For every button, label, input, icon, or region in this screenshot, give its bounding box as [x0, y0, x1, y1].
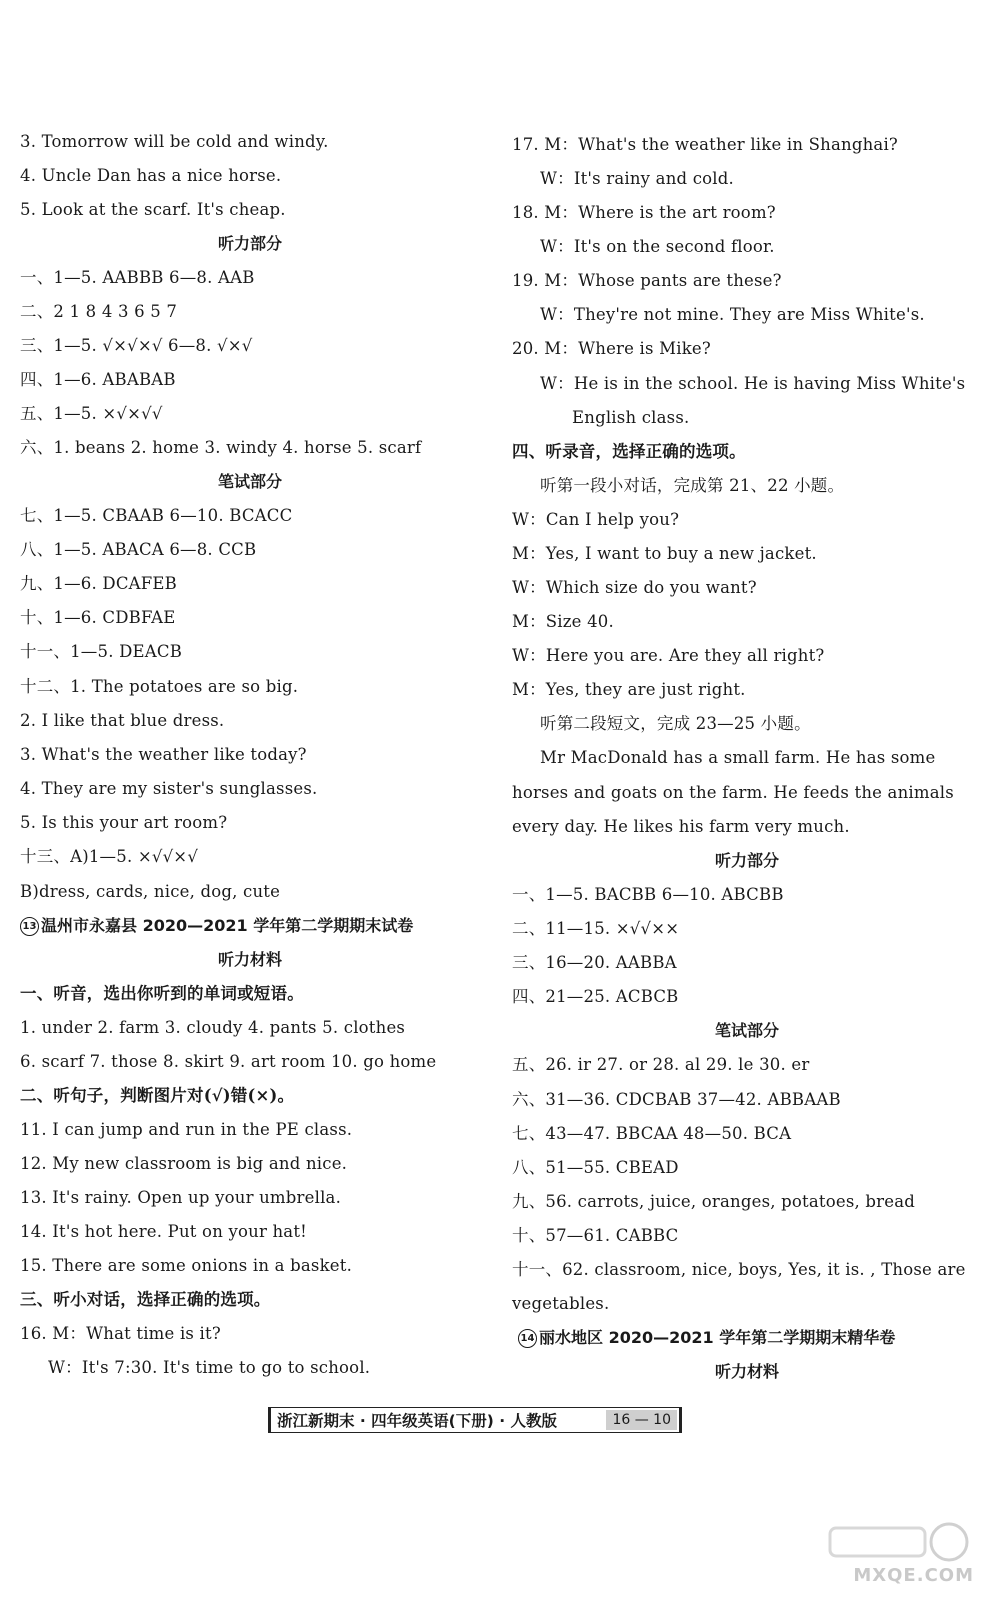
answer-line: 十一、62. classroom, nice, boys, Yes, it is. , Those are: [512, 1260, 966, 1279]
answer-line: 八、51—55. CBEAD: [512, 1158, 679, 1177]
text-line: 20. M：Where is Mike?: [512, 339, 711, 358]
paper-number-badge: 14: [518, 1329, 537, 1348]
answer-line: B)dress, cards, nice, dog, cute: [20, 882, 281, 901]
answer-line: 二、2 1 8 4 3 6 5 7: [20, 302, 178, 321]
text-line: 5. Look at the scarf. It's cheap.: [20, 200, 286, 219]
answer-line: 五、26. ir 27. or 28. al 29. le 30. er: [512, 1055, 810, 1074]
answer-line: 四、1—6. ABABAB: [20, 370, 176, 389]
answer-line: 三、16—20. AABBA: [512, 953, 677, 972]
page-footer: [268, 1407, 682, 1433]
text-line: English class.: [572, 408, 690, 427]
answer-line: 五、1—5. ×√×√√: [20, 404, 163, 423]
answer-line: 十一、1—5. DEACB: [20, 642, 183, 661]
watermark-logo: [824, 1522, 974, 1586]
answer-line: 5. Is this your art room?: [20, 813, 228, 832]
answer-line: 四、21—25. ACBCB: [512, 987, 679, 1006]
answer-line: 七、1—5. CBAAB 6—10. BCACC: [20, 506, 293, 525]
text-line: 15. There are some onions in a basket.: [20, 1256, 353, 1275]
answer-line: 一、1—5. BACBB 6—10. ABCBB: [512, 885, 784, 904]
text-line: W：It's 7:30. It's time to go to school.: [48, 1358, 371, 1377]
text-line: W：Which size do you want?: [512, 578, 757, 597]
text-line: M：Yes, I want to buy a new jacket.: [512, 544, 817, 563]
answer-line: 2. I like that blue dress.: [20, 711, 225, 730]
answer-line: 七、43—47. BBCAA 48—50. BCA: [512, 1124, 792, 1143]
answer-line: 九、1—6. DCAFEB: [20, 574, 177, 593]
page-number: 16 — 10: [606, 1410, 677, 1430]
paper-title-text: 温州市永嘉县 2020—2021 学年第二学期期末试卷: [41, 916, 414, 935]
text-line: 14. It's hot here. Put on your hat!: [20, 1222, 308, 1241]
answer-line: 三、1—5. √×√×√ 6—8. √×√: [20, 336, 253, 355]
text-line: 3. Tomorrow will be cold and windy.: [20, 132, 329, 151]
footer-title: 浙江新期末 · 四年级英语(下册) · 人教版: [277, 1412, 558, 1430]
section-heading: 听力部分: [714, 851, 779, 870]
text-line: W：It's on the second floor.: [540, 237, 775, 256]
text-line: 听第一段小对话，完成第 21、22 小题。: [540, 476, 845, 495]
section-heading: 笔试部分: [217, 472, 282, 491]
text-line: M：Yes, they are just right.: [512, 680, 746, 699]
watermark-emblem-icon: [824, 1522, 974, 1566]
answer-line: 二、11—15. ×√√××: [512, 919, 680, 938]
text-line: W：Can I help you?: [512, 510, 680, 529]
text-line: 听第二段短文，完成 23—25 小题。: [540, 714, 811, 733]
answer-line: 六、1. beans 2. home 3. windy 4. horse 5. scarf: [20, 438, 422, 457]
text-line: 19. M：Whose pants are these?: [512, 271, 782, 290]
text-line: W：Here you are. Are they all right?: [512, 646, 825, 665]
question-heading: 四、听录音，选择正确的选项。: [512, 442, 746, 461]
answer-line: 六、31—36. CDCBAB 37—42. ABBAAB: [512, 1090, 841, 1109]
question-heading: 二、听句子，判断图片对(√)错(×)。: [20, 1086, 295, 1105]
paper-number-badge: 13: [20, 917, 39, 936]
paper-title: [20, 916, 480, 936]
paper-title-text: 丽水地区 2020—2021 学年第二学期期末精华卷: [539, 1328, 896, 1347]
text-line: 1. under 2. farm 3. cloudy 4. pants 5. clothes: [20, 1018, 406, 1037]
answer-line: vegetables.: [512, 1294, 610, 1313]
answer-line: 九、56. carrots, juice, oranges, potatoes, bread: [512, 1192, 916, 1211]
text-line: W：It's rainy and cold.: [540, 169, 734, 188]
paper-title: [518, 1328, 982, 1348]
section-heading: 听力材料: [714, 1362, 779, 1381]
text-line: 11. I can jump and run in the PE class.: [20, 1120, 353, 1139]
text-line: 4. Uncle Dan has a nice horse.: [20, 166, 282, 185]
text-line: every day. He likes his farm very much.: [512, 817, 850, 836]
answer-line: 4. They are my sister's sunglasses.: [20, 779, 318, 798]
section-heading: 听力材料: [217, 950, 282, 969]
answer-line: 十三、A)1—5. ×√√×√: [20, 847, 199, 866]
text-line: 13. It's rainy. Open up your umbrella.: [20, 1188, 342, 1207]
answer-line: 3. What's the weather like today?: [20, 745, 307, 764]
text-line: 12. My new classroom is big and nice.: [20, 1154, 348, 1173]
answer-line: 八、1—5. ABACA 6—8. CCB: [20, 540, 257, 559]
text-line: horses and goats on the farm. He feeds the animals: [512, 783, 954, 802]
answer-line: 十、1—6. CDBFAE: [20, 608, 176, 627]
text-line: Mr MacDonald has a small farm. He has some: [540, 748, 936, 767]
section-heading: 笔试部分: [714, 1021, 779, 1040]
question-heading: 一、听音，选出你听到的单词或短语。: [20, 984, 304, 1003]
text-line: 18. M：Where is the art room?: [512, 203, 776, 222]
question-heading: 三、听小对话，选择正确的选项。: [20, 1290, 271, 1309]
watermark-text: MXQE.COM: [853, 1565, 974, 1586]
text-line: W：He is in the school. He is having Miss White's: [540, 374, 966, 393]
answer-line: 十二、1. The potatoes are so big.: [20, 677, 299, 696]
text-line: 17. M：What's the weather like in Shanghai?: [512, 135, 898, 154]
text-line: M：Size 40.: [512, 612, 614, 631]
answer-line: 一、1—5. AABBB 6—8. AAB: [20, 268, 255, 287]
text-line: 16. M：What time is it?: [20, 1324, 221, 1343]
answer-line: 十、57—61. CABBC: [512, 1226, 679, 1245]
text-line: 6. scarf 7. those 8. skirt 9. art room 10. go home: [20, 1052, 437, 1071]
text-line: W：They're not mine. They are Miss White's.: [540, 305, 925, 324]
section-heading: 听力部分: [217, 234, 282, 253]
